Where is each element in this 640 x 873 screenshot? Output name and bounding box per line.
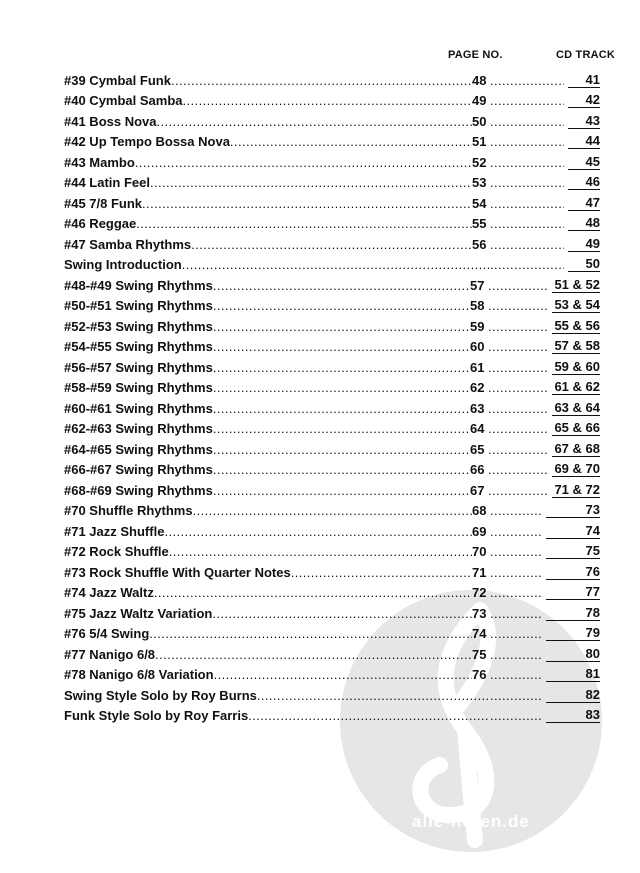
toc-entry[interactable] <box>64 580 600 601</box>
dot-leader <box>183 93 472 108</box>
cd-track-number: 82 <box>546 688 600 703</box>
dot-leader <box>488 462 548 477</box>
page-number: 72 <box>472 585 487 600</box>
dot-leader <box>488 380 548 395</box>
entry-title: #70 Shuffle Rhythms <box>64 503 193 518</box>
dot-leader <box>488 421 548 436</box>
dot-leader <box>171 73 472 88</box>
entry-title: #40 Cymbal Samba <box>64 93 183 108</box>
toc-entry[interactable] <box>64 498 600 519</box>
dot-leader <box>169 544 472 559</box>
toc-entry[interactable] <box>64 293 600 314</box>
cd-track-number: 80 <box>546 647 600 662</box>
dot-leader <box>490 114 564 129</box>
entry-title: #66-#67 Swing Rhythms <box>64 462 213 477</box>
dot-leader <box>154 585 472 600</box>
page-number: 71 <box>472 564 487 580</box>
toc-entry[interactable] <box>64 641 600 662</box>
entry-title: #54-#55 Swing Rhythms <box>64 339 213 354</box>
page-number: 59 <box>470 318 485 334</box>
page-number: 56 <box>472 236 487 252</box>
dot-leader <box>488 442 548 457</box>
cd-track-number: 55 & 56 <box>552 319 600 334</box>
page-no-header: PAGE NO. <box>448 49 503 61</box>
page-number: 67 <box>470 482 485 498</box>
cd-track-number: 77 <box>546 585 600 600</box>
page-number: 65 <box>470 441 485 457</box>
dot-leader <box>490 606 542 621</box>
dot-leader <box>490 626 542 641</box>
toc-entry[interactable] <box>64 621 600 642</box>
toc-entry[interactable] <box>64 518 600 539</box>
toc-entry[interactable] <box>64 539 600 560</box>
dot-leader <box>490 647 542 662</box>
entry-title: #68-#69 Swing Rhythms <box>64 482 213 498</box>
toc-entry[interactable] <box>64 334 600 355</box>
toc-entry[interactable] <box>64 559 600 580</box>
entry-title: #45 7/8 Funk <box>64 195 143 211</box>
dot-leader <box>490 524 542 539</box>
cd-track-number: 45 <box>568 155 600 170</box>
toc-entry[interactable] <box>64 395 600 416</box>
cd-track-number: 50 <box>568 257 600 272</box>
entry-title: #39 Cymbal Funk <box>64 72 171 88</box>
entry-title: #75 Jazz Waltz Variation <box>64 605 213 621</box>
dot-leader <box>490 257 564 272</box>
cd-track-number: 63 & 64 <box>552 401 600 416</box>
cd-track-number: 75 <box>546 544 600 559</box>
entry-title: #50-#51 Swing Rhythms <box>64 298 213 313</box>
dot-leader <box>213 339 470 354</box>
dot-leader <box>182 257 490 272</box>
cd-track-number: 42 <box>568 93 600 108</box>
dot-leader <box>490 688 542 703</box>
dot-leader <box>213 319 470 334</box>
entry-title: #78 Nanigo 6/8 Variation <box>64 667 214 682</box>
cd-track-number: 71 & 72 <box>552 483 600 498</box>
dot-leader <box>490 544 542 559</box>
toc-entry[interactable] <box>64 211 600 232</box>
page-number: 61 <box>470 359 485 375</box>
toc-entry[interactable] <box>64 416 600 437</box>
dot-leader <box>488 298 548 313</box>
toc-entry[interactable] <box>64 252 600 273</box>
toc-entry[interactable] <box>64 477 600 498</box>
dot-leader <box>213 462 470 477</box>
page-number: 70 <box>472 544 487 559</box>
dot-leader <box>490 155 564 170</box>
page-number: 48 <box>472 72 487 88</box>
page-number: 69 <box>472 523 487 539</box>
toc-entry[interactable] <box>64 108 600 129</box>
entry-title: #74 Jazz Waltz <box>64 585 154 600</box>
dot-leader <box>490 667 542 682</box>
dot-leader <box>213 278 470 293</box>
toc-entry[interactable] <box>64 67 600 88</box>
cd-track-number: 44 <box>568 134 600 149</box>
dot-leader <box>213 298 470 313</box>
page-number: 58 <box>470 298 485 313</box>
dot-leader <box>490 196 564 211</box>
dot-leader <box>213 483 470 498</box>
toc-entry[interactable] <box>64 600 600 621</box>
cd-track-number: 61 & 62 <box>552 380 600 395</box>
dot-leader <box>490 134 564 149</box>
dot-leader <box>212 606 472 621</box>
page-number: 76 <box>472 667 487 682</box>
page-number: 52 <box>472 154 487 170</box>
cd-track-number: 57 & 58 <box>552 339 600 354</box>
cd-track-number: 51 & 52 <box>552 278 600 293</box>
dot-leader <box>142 196 472 211</box>
entry-title: #42 Up Tempo Bossa Nova <box>64 134 230 149</box>
dot-leader <box>155 647 472 662</box>
cd-track-number: 79 <box>546 626 600 641</box>
page-number: 53 <box>472 175 487 190</box>
page-number: 74 <box>472 626 487 641</box>
cd-track-number: 76 <box>546 565 600 580</box>
dot-leader <box>213 442 470 457</box>
page-number: 75 <box>472 646 487 662</box>
cd-track-number: 49 <box>568 237 600 252</box>
page-number: 50 <box>472 113 487 129</box>
cd-track-number: 48 <box>568 216 600 231</box>
page-number: 68 <box>472 503 487 518</box>
entry-title: #62-#63 Swing Rhythms <box>64 421 213 436</box>
cd-track-number: 73 <box>546 503 600 518</box>
entry-title: #64-#65 Swing Rhythms <box>64 441 213 457</box>
dot-leader <box>291 565 472 580</box>
dot-leader <box>488 401 548 416</box>
toc-entry[interactable] <box>64 170 600 191</box>
toc-entry[interactable] <box>64 129 600 150</box>
toc-entry[interactable] <box>64 313 600 334</box>
entry-title: #48-#49 Swing Rhythms <box>64 277 213 293</box>
cd-track-header: CD TRACK <box>556 49 616 61</box>
page-number: 73 <box>472 605 487 621</box>
toc-entry[interactable] <box>64 662 600 683</box>
entry-title: #41 Boss Nova <box>64 113 157 129</box>
cd-track-number: 83 <box>546 708 600 723</box>
page-number: 63 <box>470 400 485 416</box>
dot-leader <box>488 483 548 498</box>
entry-title: #76 5/4 Swing <box>64 626 150 641</box>
dot-leader <box>150 175 472 190</box>
dot-leader <box>490 708 542 723</box>
cd-track-number: 59 & 60 <box>552 360 600 375</box>
entry-title: #52-#53 Swing Rhythms <box>64 318 213 334</box>
toc-entry[interactable] <box>64 272 600 293</box>
dot-leader <box>164 524 472 539</box>
dot-leader <box>193 503 472 518</box>
page-number: 49 <box>472 93 487 108</box>
page-number: 54 <box>472 195 487 211</box>
toc-entry[interactable] <box>64 190 600 211</box>
dot-leader <box>248 708 490 723</box>
contents-list <box>64 67 600 723</box>
entry-title: Swing Style Solo by Roy Burns <box>64 687 257 703</box>
dot-leader <box>135 155 472 170</box>
entry-title: #43 Mambo <box>64 154 135 170</box>
dot-leader <box>490 565 542 580</box>
dot-leader <box>149 626 472 641</box>
cd-track-number: 41 <box>568 73 600 88</box>
entry-title: Funk Style Solo by Roy Farris <box>64 708 249 723</box>
dot-leader <box>490 585 542 600</box>
entry-title: #44 Latin Feel <box>64 175 150 190</box>
entry-title: #58-#59 Swing Rhythms <box>64 380 213 395</box>
cd-track-number: 67 & 68 <box>552 442 600 457</box>
dot-leader <box>488 360 548 375</box>
cd-track-number: 53 & 54 <box>552 298 600 313</box>
page-number: 51 <box>472 134 487 149</box>
dot-leader <box>214 667 472 682</box>
page-number: 62 <box>470 380 485 395</box>
watermark-text: alle-noten.de <box>412 812 530 831</box>
cd-track-number: 65 & 66 <box>552 421 600 436</box>
toc-entry[interactable] <box>64 88 600 109</box>
dot-leader <box>490 503 542 518</box>
toc-entry[interactable] <box>64 436 600 457</box>
dot-leader <box>157 114 473 129</box>
cd-track-number: 78 <box>546 606 600 621</box>
dot-leader <box>490 216 564 231</box>
dot-leader <box>490 73 564 88</box>
entry-title: #56-#57 Swing Rhythms <box>64 359 213 375</box>
toc-entry[interactable] <box>64 231 600 252</box>
toc-entry[interactable] <box>64 682 600 703</box>
entry-title: #77 Nanigo 6/8 <box>64 646 156 662</box>
entry-title: #72 Rock Shuffle <box>64 544 169 559</box>
page-number: 55 <box>472 216 487 231</box>
page-number: 60 <box>470 339 485 354</box>
page-number: 64 <box>470 421 485 436</box>
dot-leader <box>136 216 472 231</box>
cd-track-number: 47 <box>568 196 600 211</box>
dot-leader <box>213 421 470 436</box>
dot-leader <box>213 401 470 416</box>
dot-leader <box>490 93 564 108</box>
page-number: 57 <box>470 277 485 293</box>
entry-title: #46 Reggae <box>64 216 137 231</box>
cd-track-number: 43 <box>568 114 600 129</box>
dot-leader <box>230 134 472 149</box>
page-number: 66 <box>470 462 485 477</box>
toc-entry[interactable] <box>64 457 600 478</box>
toc-entry[interactable] <box>64 703 600 724</box>
entry-title: Swing Introduction <box>64 257 182 272</box>
dot-leader <box>490 175 564 190</box>
dot-leader <box>213 380 470 395</box>
toc-entry[interactable] <box>64 354 600 375</box>
cd-track-number: 69 & 70 <box>552 462 600 477</box>
dot-leader <box>257 688 490 703</box>
cd-track-number: 46 <box>568 175 600 190</box>
entry-title: #60-#61 Swing Rhythms <box>64 400 213 416</box>
entry-title: #71 Jazz Shuffle <box>64 523 165 539</box>
dot-leader <box>488 339 548 354</box>
entry-title: #73 Rock Shuffle With Quarter Notes <box>64 564 291 580</box>
dot-leader <box>213 360 470 375</box>
toc-entry[interactable] <box>64 375 600 396</box>
dot-leader <box>488 319 548 334</box>
dot-leader <box>488 278 548 293</box>
toc-entry[interactable] <box>64 149 600 170</box>
dot-leader <box>490 237 564 252</box>
cd-track-number: 74 <box>546 524 600 539</box>
dot-leader <box>191 237 472 252</box>
cd-track-number: 81 <box>546 667 600 682</box>
entry-title: #47 Samba Rhythms <box>64 236 192 252</box>
